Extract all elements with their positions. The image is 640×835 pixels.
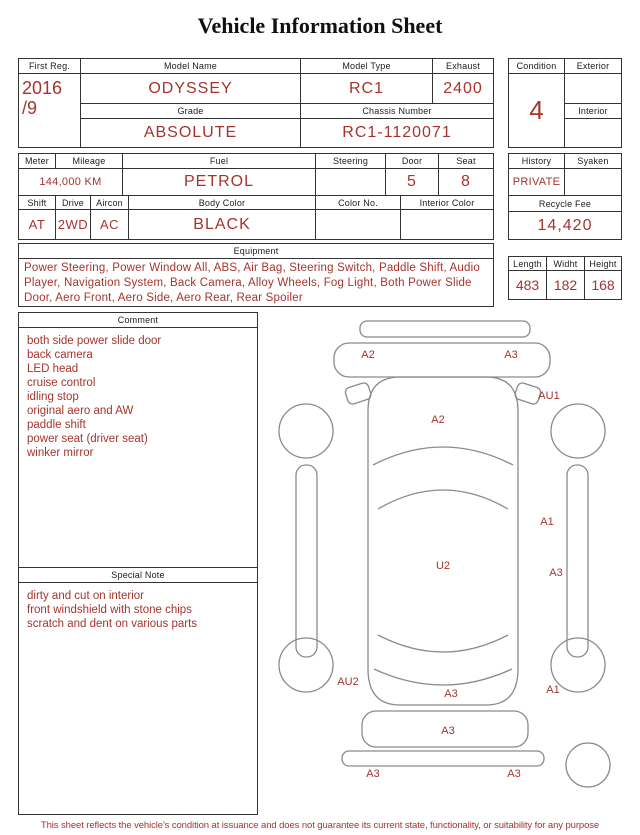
damage-mark: A3 xyxy=(507,768,521,780)
model-type-label: Model Type xyxy=(301,59,433,74)
disclaimer-text: This sheet reflects the vehicle's condition at issuance and does not guarantee its current state, functionality, or suitability for any purpose xyxy=(40,820,600,831)
fuel-value: PETROL xyxy=(123,169,316,195)
car-rear-hatch-line xyxy=(374,669,512,685)
car-right-rocker-panel xyxy=(567,465,588,657)
aircon-label: Aircon xyxy=(91,196,129,210)
model-name-value: ODYSSEY xyxy=(81,74,301,104)
dimensions-table xyxy=(508,256,622,300)
damage-mark: A3 xyxy=(366,768,380,780)
car-body-outline xyxy=(368,377,518,705)
history-value: PRIVATE xyxy=(509,169,565,195)
interior-label: Interior xyxy=(565,104,621,119)
length-label: Length xyxy=(509,257,547,271)
mileage-label: Mileage xyxy=(56,154,123,169)
seat-value: 8 xyxy=(461,173,471,190)
spare-wheel xyxy=(566,743,610,787)
body-color-label: Body Color xyxy=(129,196,316,210)
exhaust-label: Exhaust xyxy=(433,59,493,74)
mileage-value: 144,000 KM xyxy=(19,169,123,195)
car-damage-diagram xyxy=(260,313,634,805)
history-label: History xyxy=(509,154,565,169)
equipment-section xyxy=(18,243,494,307)
height-label: Height xyxy=(585,257,621,271)
chassis-number-value: RC1-1120071 xyxy=(342,124,452,141)
history-table xyxy=(508,153,622,196)
note-line: dirty and cut on interior xyxy=(27,590,144,602)
seat-label: Seat xyxy=(439,154,493,169)
car-rear-strip xyxy=(342,751,544,766)
damage-mark: AU2 xyxy=(337,676,359,688)
length-value: 483 xyxy=(509,271,547,299)
chassis-number-label: Chassis Number xyxy=(301,104,493,119)
comment-section xyxy=(18,312,258,568)
fuel-label: Fuel xyxy=(123,154,316,169)
model-type-value: RC1 xyxy=(301,74,433,104)
car-windshield-line xyxy=(378,490,508,509)
condition-label: Condition xyxy=(509,59,565,74)
car-left-rocker-panel xyxy=(296,465,317,657)
recycle-fee-table xyxy=(508,195,622,240)
comment-label: Comment xyxy=(19,313,257,328)
damage-mark: A3 xyxy=(444,688,458,700)
special-note-label: Special Note xyxy=(19,568,257,583)
color-no-value-cell xyxy=(316,210,401,239)
damage-mark: A3 xyxy=(504,349,518,361)
recycle-fee-label: Recycle Fee xyxy=(509,196,621,212)
shift-value: AT xyxy=(19,210,56,239)
note-line: cruise control xyxy=(27,377,96,389)
steering-label: Steering xyxy=(316,154,386,169)
syaken-label: Syaken xyxy=(565,154,621,169)
specs-table-1 xyxy=(18,153,494,196)
car-diagram-svg xyxy=(260,313,634,805)
note-line: original aero and AW xyxy=(27,405,134,417)
model-name-label: Model Name xyxy=(81,59,301,74)
grade-value: ABSOLUTE xyxy=(81,119,301,147)
damage-mark: A3 xyxy=(549,567,563,579)
damage-marks xyxy=(337,349,562,780)
damage-mark: A2 xyxy=(361,349,375,361)
note-line: back camera xyxy=(27,349,93,361)
car-rear-window-line xyxy=(378,635,508,652)
shift-label: Shift xyxy=(19,196,56,210)
aircon-value: AC xyxy=(91,210,129,239)
interior-color-value-cell xyxy=(401,210,493,239)
body-color-value: BLACK xyxy=(129,210,316,239)
car-left-mirror xyxy=(344,382,372,406)
note-line: power seat (driver seat) xyxy=(27,433,148,445)
first-reg-month: /9 xyxy=(22,98,38,119)
grade-label: Grade xyxy=(81,104,301,119)
condition-table xyxy=(508,58,622,148)
drive-value: 2WD xyxy=(56,210,91,239)
first-reg-label: First Reg. xyxy=(19,59,80,74)
specs-table-2 xyxy=(18,195,494,240)
damage-mark: A1 xyxy=(546,684,560,696)
first-reg-cell xyxy=(19,59,81,147)
width-label: Widht xyxy=(547,257,585,271)
equipment-text: Power Steering, Power Window All, ABS, Air Bag, Steering Switch, Paddle Shift, Audio Player, Navigation System, Back Camera, Alloy Wheels, Fog Light, Both Power Slide Door, Aero Front, Aero Side, Aero Rear, Rear Spoiler xyxy=(24,262,480,304)
note-line: both side power slide door xyxy=(27,335,162,347)
equipment-label: Equipment xyxy=(19,244,493,259)
main-info-table xyxy=(18,58,494,148)
comment-list xyxy=(19,328,257,466)
damage-mark: A2 xyxy=(431,414,445,426)
exhaust-value: 2400 xyxy=(433,74,493,104)
first-reg-year: 2016 xyxy=(22,78,63,98)
note-line: idling stop xyxy=(27,391,79,403)
interior-color-label: Interior Color xyxy=(401,196,493,210)
special-note-list xyxy=(19,583,257,637)
exterior-label: Exterior xyxy=(565,59,621,74)
meter-label: Meter xyxy=(19,154,56,169)
damage-mark: U2 xyxy=(435,560,451,572)
color-no-label: Color No. xyxy=(316,196,401,210)
note-line: winker mirror xyxy=(27,447,94,459)
door-label: Door xyxy=(386,154,439,169)
damage-mark: A3 xyxy=(441,725,455,737)
wheel-front-left xyxy=(279,404,333,458)
height-value: 168 xyxy=(591,277,615,293)
recycle-fee-value: 14,420 xyxy=(537,216,593,234)
door-value: 5 xyxy=(386,169,439,195)
first-reg-value xyxy=(19,74,80,118)
syaken-value-cell xyxy=(565,169,621,195)
drive-label: Drive xyxy=(56,196,91,210)
exterior-value-cell xyxy=(565,74,621,104)
condition-value: 4 xyxy=(509,74,565,147)
steering-value-cell xyxy=(316,169,386,195)
note-line: paddle shift xyxy=(27,419,86,431)
note-line: front windshield with stone chips xyxy=(27,604,192,616)
note-line: scratch and dent on various parts xyxy=(27,618,198,630)
damage-mark: AU1 xyxy=(538,390,560,402)
page-title: Vehicle Information Sheet xyxy=(197,13,443,38)
wheel-front-right xyxy=(551,404,605,458)
special-note-section xyxy=(18,567,258,815)
interior-value-cell xyxy=(565,119,621,147)
car-front-strip xyxy=(360,321,530,337)
note-line: LED head xyxy=(27,363,79,375)
wheel-rear-left xyxy=(279,638,333,692)
damage-mark: A1 xyxy=(540,516,554,528)
width-value: 182 xyxy=(547,271,585,299)
car-cowl-line xyxy=(373,447,513,465)
